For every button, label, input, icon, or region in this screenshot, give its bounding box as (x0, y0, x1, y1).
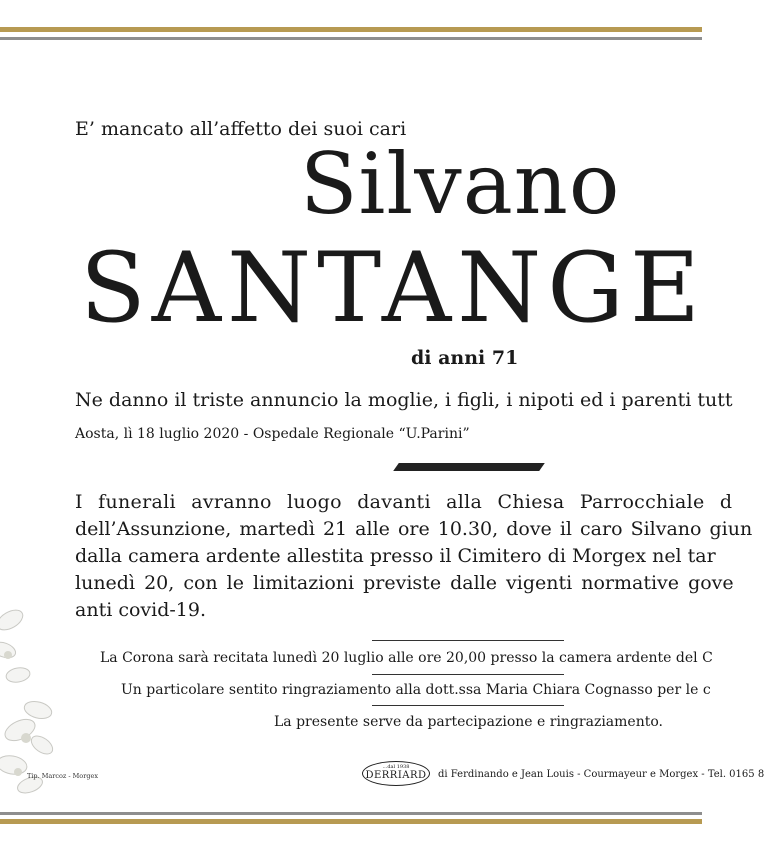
top-border-gold (0, 27, 702, 32)
rosary-note: La Corona sarà recitata lunedì 20 luglio alle ore 20,00 presso la camera ardente del C (100, 650, 713, 666)
funeral-line: dalla camera ardente allestita presso il Cimitero di Morgex nel tar (75, 545, 716, 567)
age-text: di anni 71 (411, 347, 519, 369)
edelweiss-flower-icon (0, 560, 60, 820)
funeral-line: anti covid-19. (75, 599, 207, 621)
divider-line (372, 640, 564, 641)
divider-line (372, 674, 564, 675)
separator-bar (393, 463, 545, 471)
first-name: Silvano (300, 135, 621, 233)
thanks-note: Un particolare sentito ringraziamento alla dott.ssa Maria Chiara Cognasso per le c (121, 682, 711, 698)
divider-line (372, 705, 564, 706)
printer-address: di Ferdinando e Jean Louis - Courmayeur e Morgex - Tel. 0165 8 (438, 769, 764, 780)
top-border-grey (0, 37, 702, 40)
logo-established: ...dal 1938 (382, 764, 410, 770)
announcement-text: Ne danno il triste annuncio la moglie, i figli, i nipoti ed i parenti tutt (75, 389, 733, 411)
place-date-text: Aosta, lì 18 luglio 2020 - Ospedale Regionale “U.Parini” (75, 426, 470, 442)
bottom-border-grey (0, 812, 702, 815)
participation-note: La presente serve da partecipazione e ringraziamento. (274, 714, 663, 730)
funeral-line: lunedì 20, con le limitazioni previste dalle vigenti normative gove (75, 572, 734, 594)
bottom-border-gold (0, 819, 702, 824)
funeral-line: I funerali avranno luogo davanti alla Chiesa Parrocchiale d (75, 491, 733, 513)
logo-name: DERRIARD (365, 770, 427, 781)
last-name: SANTANGE (80, 232, 706, 344)
printer-tip: Tip. Marcoz - Morgex (27, 772, 99, 780)
derriard-logo (362, 761, 430, 786)
funeral-line: dell’Assunzione, martedì 21 alle ore 10.30, dove il caro Silvano giun (75, 518, 753, 540)
intro-text: E’ mancato all’affetto dei suoi cari (75, 118, 407, 140)
